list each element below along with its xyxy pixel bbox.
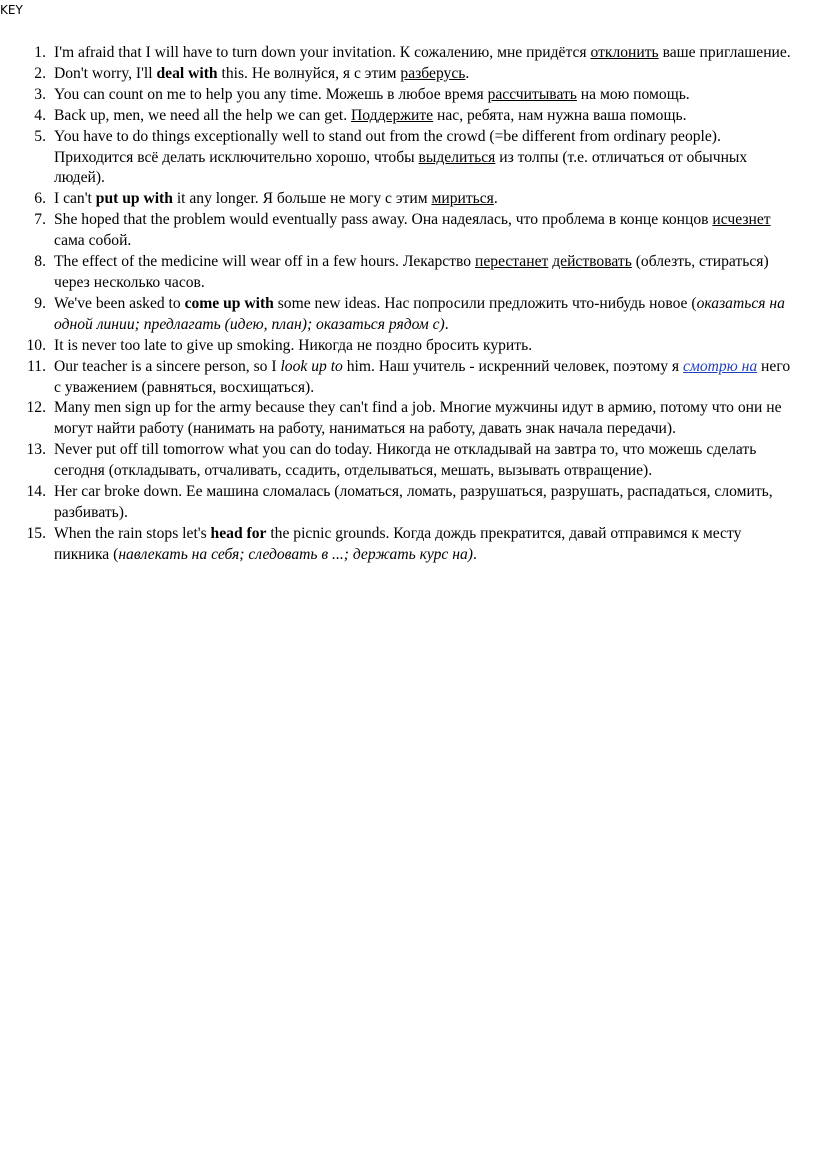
text-run: this. Не волнуйся, я с этим — [217, 64, 401, 82]
item-number: 4. — [34, 106, 46, 124]
list-item — [22, 398, 798, 440]
text-run: I can't — [54, 190, 96, 208]
item-text — [54, 482, 798, 524]
text-run: ваше приглашение. — [658, 44, 791, 61]
item-number: 9. — [34, 294, 46, 312]
item-text — [54, 357, 798, 399]
item-text — [54, 85, 798, 106]
text-run: сама собой. — [54, 232, 132, 250]
item-number: 6. — [34, 190, 46, 208]
answer-key-list — [22, 43, 798, 566]
item-number: 1. — [34, 44, 46, 61]
item-text — [54, 189, 798, 210]
item-text — [54, 106, 798, 127]
item-text — [54, 127, 798, 190]
underlined-translation: исчезнет — [712, 211, 771, 229]
text-run: You can count on me to help you any time. Можешь в любое время — [54, 85, 488, 103]
text-run: him. Наш учитель - искренний человек, поэтому я — [342, 357, 683, 375]
list-item — [22, 252, 798, 294]
phrasal-verb: put up with — [95, 190, 173, 208]
item-number: 2. — [34, 64, 46, 82]
item-text — [54, 210, 798, 252]
phrasal-verb: deal with — [156, 64, 218, 82]
phrasal-verb: head for — [210, 524, 267, 542]
text-run: some new ideas. Нас попросили предложить что-нибудь новое ( — [273, 294, 697, 312]
list-item — [22, 294, 798, 336]
list-item — [22, 43, 798, 64]
text-run: Don't worry, I'll — [54, 64, 157, 82]
text-run: Never put off till tomorrow what you can do today. Никогда не откладывай на завтра то, что можешь сделать сегодня (откладывать, отчаливать, ссадить, отделываться, мешать, вызывать отвращение). — [54, 441, 757, 480]
text-run: She hoped that the problem would eventually pass away. Она надеялась, что проблема в конце концов — [54, 211, 713, 229]
list-item — [22, 85, 798, 106]
italic-note: навлекать на себя; следовать в ...; держать курс на) — [118, 545, 473, 563]
underlined-translation: отклонить — [590, 44, 659, 61]
item-number: 3. — [34, 85, 46, 103]
list-item — [22, 189, 798, 210]
list-item — [22, 482, 798, 524]
text-run: . — [493, 190, 498, 208]
text-run: . — [444, 315, 449, 333]
text-run: The effect of the medicine will wear off in a few hours. Лекарство — [54, 253, 475, 271]
item-text — [54, 252, 798, 294]
italic-note: оказаться на одной линии; предлагать (идею, план); оказаться рядом с) — [54, 294, 785, 333]
item-text — [54, 398, 798, 440]
text-run: из толпы (т.е. отличаться от обычных людей). — [54, 148, 748, 187]
text-run: the picnic grounds. Когда дождь прекратится, давай отправимся к месту пикника ( — [54, 524, 742, 563]
text-run: на мою помощь. — [576, 85, 690, 103]
item-number: 7. — [34, 211, 46, 229]
underlined-translation: Поддержите — [351, 106, 434, 124]
item-number: 10. — [26, 336, 46, 354]
list-item — [22, 440, 798, 482]
underlined-translation: разберусь — [400, 64, 466, 82]
text-run: it any longer. Я больше не могу с этим — [172, 190, 432, 208]
underlined-translation: действовать — [552, 253, 632, 271]
list-item — [22, 127, 798, 190]
item-text — [54, 43, 798, 64]
underlined-translation: выделиться — [418, 148, 496, 166]
item-text — [54, 524, 798, 566]
item-number: 11. — [27, 357, 46, 375]
item-number: 14. — [26, 483, 46, 501]
list-item — [22, 210, 798, 252]
text-run: . — [465, 64, 470, 82]
text-run: Many men sign up for the army because they can't find a job. Многие мужчины идут в армию, потому что они не могут найти работу (нанимать на работу, наниматься на работу, давать знак начала передачи). — [54, 399, 782, 438]
text-run: When the rain stops let's — [54, 524, 211, 542]
underlined-translation: рассчитывать — [487, 85, 577, 103]
text-run: It is never too late to give up smoking. Никогда не поздно бросить курить. — [54, 336, 533, 354]
list-item — [22, 524, 798, 566]
underlined-translation: перестанет — [475, 253, 549, 271]
list-item — [22, 336, 798, 357]
linked-translation[interactable]: смотрю на — [683, 357, 758, 375]
item-number: 15. — [26, 524, 46, 542]
item-text — [54, 440, 798, 482]
text-run: I'm afraid that I will have to turn down your invitation. К сожалению, мне придётся — [54, 44, 591, 61]
list-item — [22, 64, 798, 85]
text-run: нас, ребята, нам нужна ваша помощь. — [433, 106, 687, 124]
text-run: . — [472, 545, 477, 563]
text-run: (облезть, стираться) через несколько часов. — [54, 253, 769, 291]
text-run: него с уважением (равняться, восхищаться). — [54, 357, 791, 396]
item-text — [54, 294, 798, 336]
item-text — [54, 336, 798, 357]
list-item — [22, 357, 798, 399]
italic-note: look up to — [280, 357, 343, 375]
text-run: We've been asked to — [54, 294, 185, 312]
item-number: 12. — [26, 399, 46, 417]
text-run: Back up, men, we need all the help we can get. — [54, 106, 352, 124]
document-header: KEY — [0, 3, 23, 17]
underlined-translation: мириться — [431, 190, 494, 208]
list-item — [22, 106, 798, 127]
item-text — [54, 64, 798, 85]
phrasal-verb: come up with — [184, 294, 274, 312]
text-run: You have to do things exceptionally well to stand out from the crowd (=be different from ordinary people). Приходится всё делать исключительно хорошо, чтобы — [54, 127, 721, 166]
item-number: 5. — [34, 127, 46, 145]
text-run: Her car broke down. Ее машина сломалась (ломаться, ломать, разрушаться, разрушать, распадаться, сломить, разбивать). — [54, 483, 773, 521]
item-number: 13. — [26, 441, 46, 459]
item-number: 8. — [34, 253, 46, 271]
text-run: Our teacher is a sincere person, so I — [54, 357, 281, 375]
